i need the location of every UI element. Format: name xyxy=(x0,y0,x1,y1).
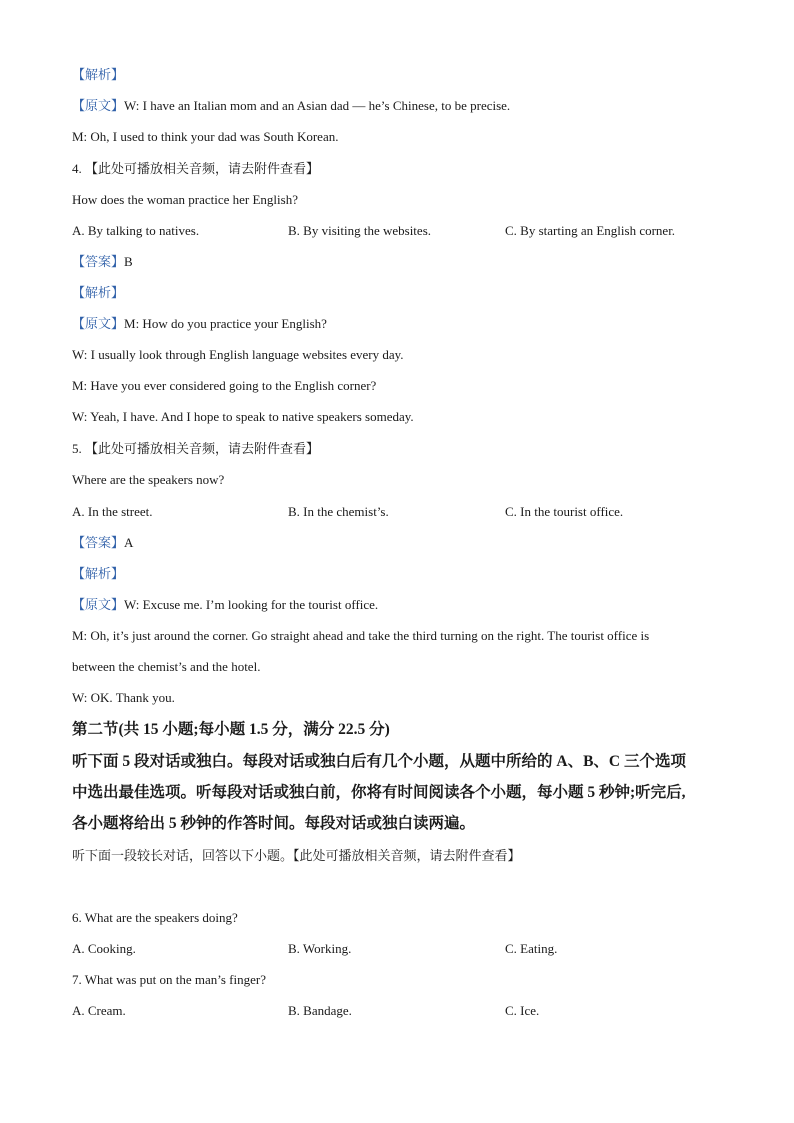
transcript-text: W: I have an Italian mom and an Asian dad — he’s Chinese, to be precise. xyxy=(124,98,511,113)
dialogue-line: between the chemist’s and the hotel. xyxy=(72,659,261,674)
option-b: B. Bandage. xyxy=(288,1003,352,1018)
question-7-text: 7. What was put on the man’s finger? xyxy=(72,972,266,987)
transcript-label: 【原文】 xyxy=(72,597,125,612)
option-c: C. Eating. xyxy=(505,941,558,956)
option-a: A. Cream. xyxy=(72,1003,126,1018)
answer-label: 【答案】 xyxy=(72,535,125,550)
answer-value: B xyxy=(124,254,133,269)
dialogue-line: W: OK. Thank you. xyxy=(72,690,175,705)
dialogue-line: W: I usually look through English language websites every day. xyxy=(72,347,404,362)
option-b: B. Working. xyxy=(288,941,352,956)
transcript-label: 【原文】 xyxy=(72,98,125,113)
answer-line xyxy=(72,534,133,552)
transcript-line xyxy=(72,596,378,614)
option-a: A. In the street. xyxy=(72,504,153,519)
transcript-label: 【原文】 xyxy=(72,316,125,331)
analysis-label: 【解析】 xyxy=(72,67,125,82)
passage-intro: 听下面一段较长对话，回答以下小题。【此处可播放相关音频，请去附件查看】 xyxy=(72,848,521,863)
section-instructions: 各小题将给出 5 秒钟的作答时间。每段对话或独白读两遍。 xyxy=(72,815,476,832)
answer-value: A xyxy=(124,535,134,550)
dialogue-line: M: Oh, it’s just around the corner. Go straight ahead and take the third turning on the right. The tourist office is xyxy=(72,628,650,643)
answer-line xyxy=(72,253,133,271)
question-5-header: 5. 【此处可播放相关音频，请去附件查看】 xyxy=(72,441,320,456)
transcript-line xyxy=(72,97,510,115)
question-4-text: How does the woman practice her English? xyxy=(72,192,298,207)
option-c: C. By starting an English corner. xyxy=(505,223,676,238)
option-c: C. In the tourist office. xyxy=(505,504,624,519)
dialogue-line: M: Have you ever considered going to the English corner? xyxy=(72,378,377,393)
section-title: 第二节(共 15 小题;每小题 1.5 分，满分 22.5 分) xyxy=(72,721,390,738)
answer-label: 【答案】 xyxy=(72,254,125,269)
question-4-header: 4. 【此处可播放相关音频，请去附件查看】 xyxy=(72,161,320,176)
dialogue-line: W: Yeah, I have. And I hope to speak to native speakers someday. xyxy=(72,409,414,424)
analysis-label: 【解析】 xyxy=(72,285,125,300)
transcript-text: M: How do you practice your English? xyxy=(124,316,327,331)
analysis-label: 【解析】 xyxy=(72,566,125,581)
option-c: C. Ice. xyxy=(505,1003,540,1018)
option-a: A. Cooking. xyxy=(72,941,136,956)
option-b: B. In the chemist’s. xyxy=(288,504,389,519)
question-5-text: Where are the speakers now? xyxy=(72,472,225,487)
dialogue-line: M: Oh, I used to think your dad was South Korean. xyxy=(72,129,339,144)
question-6-text: 6. What are the speakers doing? xyxy=(72,910,238,925)
option-a: A. By talking to natives. xyxy=(72,223,200,238)
transcript-text: W: Excuse me. I’m looking for the tourist office. xyxy=(124,597,379,612)
section-instructions: 听下面 5 段对话或独白。每段对话或独白后有几个小题，从题中所给的 A、B、C 三个选项 xyxy=(72,753,686,770)
transcript-line xyxy=(72,315,327,333)
section-instructions: 中选出最佳选项。听每段对话或独白前，你将有时间阅读各个小题，每小题 5 秒钟;听完后, xyxy=(72,784,686,801)
option-b: B. By visiting the websites. xyxy=(288,223,431,238)
